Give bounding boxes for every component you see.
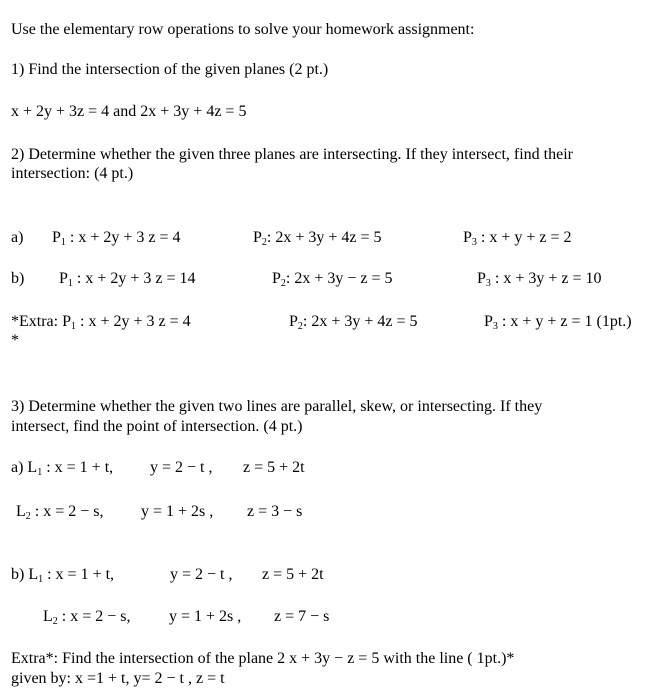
q3a-line2-x: $L_2$ : x = 2 − s, bbox=[16, 503, 104, 522]
q3a-line2-y: y = 1 + 2s , bbox=[141, 503, 214, 520]
q2-title-line1: 2) Determine whether the given three planes are intersecting. If they intersect, find their bbox=[11, 146, 573, 163]
q2-extra-plane-1: *Extra: $P_1$ : x + 2y + 3 z = 4 bbox=[11, 313, 191, 332]
q1-title: 1) Find the intersection of the given planes (2 pt.) bbox=[11, 61, 329, 78]
q3b-line1-z: z = 5 + 2t bbox=[262, 566, 324, 583]
q3a-line1-y: y = 2 − t , bbox=[150, 459, 213, 476]
q2-title-line2: intersection: (4 pt.) bbox=[11, 165, 134, 182]
q2b-plane-1: $P_1$ : x + 2y + 3 z = 14 bbox=[59, 270, 196, 289]
q3a-line1-z: z = 5 + 2t bbox=[243, 459, 305, 476]
intro-text: Use the elementary row operations to solve your homework assignment: bbox=[11, 21, 475, 38]
q2a-plane-3: $P_3$ : x + y + z = 2 bbox=[463, 229, 572, 248]
q3b-line1-y: y = 2 − t , bbox=[170, 566, 233, 583]
q1-planes: x + 2y + 3z = 4 and 2x + 3y + 4z = 5 bbox=[11, 103, 247, 120]
q2-extra-plane-3: $P_3$ : x + y + z = 1 (1pt.) bbox=[484, 313, 632, 332]
q2b-plane-2: $P_2$: 2x + 3y − z = 5 bbox=[272, 270, 393, 289]
cut-off-header bbox=[0, 0, 661, 3]
q3b-line2-z: z = 7 − s bbox=[274, 608, 330, 625]
q3b-line2-y: y = 1 + 2s , bbox=[169, 608, 242, 625]
q2a-label: a) bbox=[11, 229, 24, 246]
q3-title-line1: 3) Determine whether the given two lines are parallel, skew, or intersecting. If they bbox=[11, 398, 543, 415]
extra2-line2: given by: x =1 + t, y= 2 − t , z = t bbox=[11, 670, 225, 687]
q2a-plane-1: $P_1$ : x + 2y + 3 z = 4 bbox=[52, 229, 181, 248]
q2a-plane-2: $P_2$: 2x + 3y + 4z = 5 bbox=[253, 229, 382, 248]
q3b-line2-x: $L_2$ : x = 2 − s, bbox=[43, 608, 131, 627]
q2b-label: b) bbox=[11, 270, 25, 287]
q2b-plane-3: $P_3$ : x + 3y + z = 10 bbox=[477, 270, 602, 289]
q3b-line1-x: b) $L_1$ : x = 1 + t, bbox=[11, 566, 115, 585]
q3a-line2-z: z = 3 − s bbox=[247, 503, 303, 520]
extra2-line1: Extra*: Find the intersection of the plane 2 x + 3y − z = 5 with the line ( 1pt.)* bbox=[11, 650, 515, 667]
q2-extra-star: * bbox=[11, 332, 19, 349]
q3a-line1-x: a) $L_1$ : x = 1 + t, bbox=[11, 459, 114, 478]
q2-extra-plane-2: $P_2$: 2x + 3y + 4z = 5 bbox=[289, 313, 418, 332]
q3-title-line2: intersect, find the point of intersection. (4 pt.) bbox=[11, 418, 303, 435]
